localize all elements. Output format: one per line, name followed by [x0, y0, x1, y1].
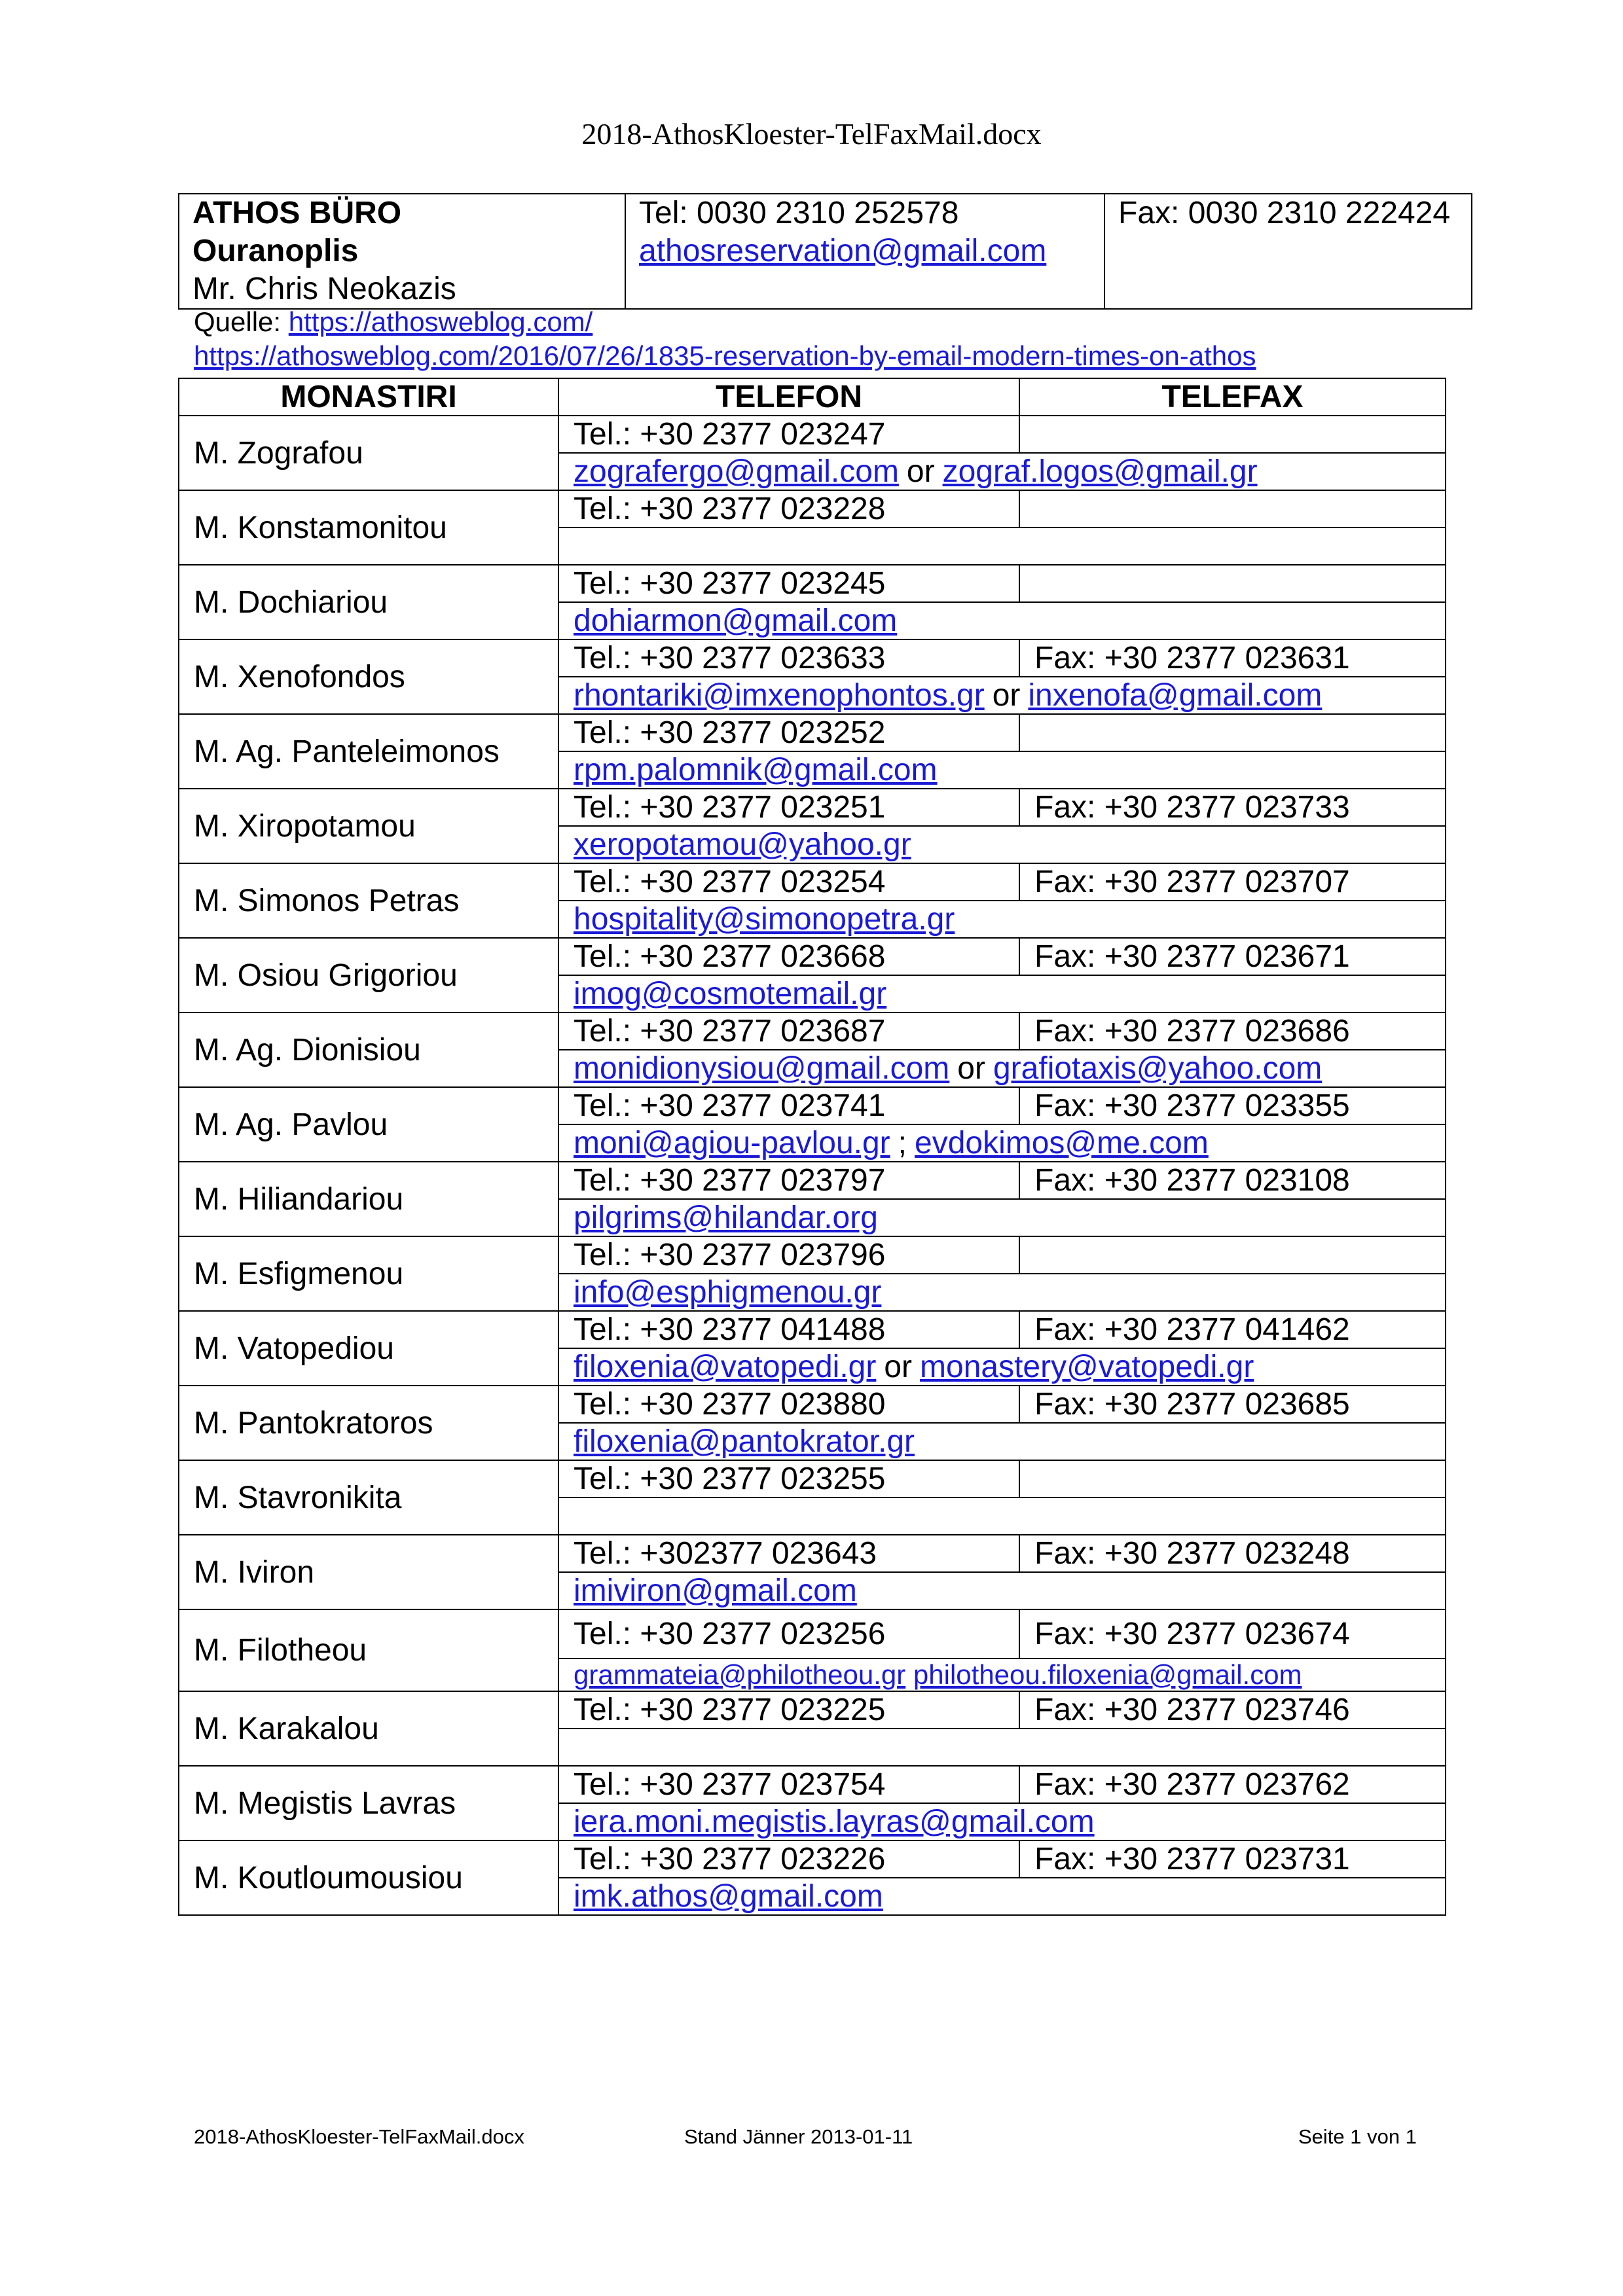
table-row — [179, 490, 1446, 528]
email-link-secondary[interactable]: philotheou.filoxenia@gmail.com — [913, 1659, 1302, 1690]
fax-cell — [1019, 565, 1446, 602]
email-link-primary[interactable]: moni@agiou-pavlou.gr — [574, 1126, 890, 1160]
email-separator: or — [884, 1350, 913, 1384]
email-link-secondary[interactable]: inxenofa@gmail.com — [1028, 678, 1322, 713]
monastery-name: M. Karakalou — [179, 1691, 558, 1766]
table-row — [179, 863, 1446, 901]
email-link-primary[interactable]: monidionysiou@gmail.com — [574, 1051, 950, 1086]
telephone-cell: Tel.: +30 2377 023225 — [558, 1691, 1019, 1729]
email-cell — [558, 1498, 1446, 1535]
office-name: ATHOS BÜRO — [192, 196, 402, 230]
email-cell — [558, 528, 1446, 565]
email-link-primary[interactable]: filoxenia@pantokrator.gr — [574, 1424, 915, 1459]
table-row — [179, 1609, 1446, 1659]
office-contact-table — [178, 193, 1472, 310]
telephone-cell: Tel.: +30 2377 023255 — [558, 1460, 1019, 1498]
table-row — [179, 1386, 1446, 1423]
office-info-cell — [179, 194, 625, 309]
document-header: 2018-AthosKloester-TelFaxMail.docx — [581, 117, 1042, 151]
table-row — [179, 565, 1446, 602]
monastery-name: M. Filotheou — [179, 1609, 558, 1691]
fax-cell: Fax: +30 2377 023685 — [1019, 1386, 1446, 1423]
monastery-name: M. Pantokratoros — [179, 1386, 558, 1460]
monastery-table — [178, 378, 1446, 1916]
monastery-name: M. Xiropotamou — [179, 789, 558, 863]
email-cell — [558, 1274, 1446, 1311]
fax-cell: Fax: +30 2377 023355 — [1019, 1087, 1446, 1124]
monastery-name: M. Xenofondos — [179, 639, 558, 714]
fax-cell: Fax: +30 2377 023248 — [1019, 1535, 1446, 1572]
telephone-cell: Tel.: +302377 023643 — [558, 1535, 1019, 1572]
telephone-cell: Tel.: +30 2377 041488 — [558, 1311, 1019, 1348]
telephone-cell: Tel.: +30 2377 023687 — [558, 1013, 1019, 1050]
telephone-cell: Tel.: +30 2377 023228 — [558, 490, 1019, 528]
telephone-cell: Tel.: +30 2377 023633 — [558, 639, 1019, 677]
table-row — [179, 416, 1446, 453]
table-row — [179, 1535, 1446, 1572]
telephone-cell: Tel.: +30 2377 023251 — [558, 789, 1019, 826]
telephone-cell: Tel.: +30 2377 023741 — [558, 1087, 1019, 1124]
table-row — [179, 789, 1446, 826]
fax-cell: Fax: +30 2377 023674 — [1019, 1609, 1446, 1659]
fax-cell — [1019, 1236, 1446, 1274]
email-link-primary[interactable]: rpm.palomnik@gmail.com — [574, 753, 938, 787]
telephone-cell: Tel.: +30 2377 023252 — [558, 714, 1019, 751]
fax-cell: Fax: +30 2377 041462 — [1019, 1311, 1446, 1348]
email-link-primary[interactable]: imog@cosmotemail.gr — [574, 977, 887, 1011]
monastery-name: M. Zografou — [179, 416, 558, 490]
email-link-secondary[interactable]: grafiotaxis@yahoo.com — [993, 1051, 1322, 1086]
email-link-primary[interactable]: imiviron@gmail.com — [574, 1573, 857, 1608]
email-link-secondary[interactable]: evdokimos@me.com — [915, 1126, 1209, 1160]
column-header-telefax: TELEFAX — [1019, 378, 1446, 416]
fax-cell: Fax: +30 2377 023671 — [1019, 938, 1446, 975]
fax-cell: Fax: +30 2377 023731 — [1019, 1840, 1446, 1878]
monastery-name: M. Osiou Grigoriou — [179, 938, 558, 1013]
fax-cell: Fax: +30 2377 023631 — [1019, 639, 1446, 677]
email-separator: ; — [898, 1126, 907, 1160]
monastery-name: M. Ag. Pavlou — [179, 1087, 558, 1162]
table-row — [179, 1840, 1446, 1878]
email-cell — [558, 901, 1446, 938]
telephone-cell: Tel.: +30 2377 023254 — [558, 863, 1019, 901]
table-row — [179, 1013, 1446, 1050]
email-cell — [558, 751, 1446, 789]
email-link-primary[interactable]: pilgrims@hilandar.org — [574, 1200, 878, 1235]
fax-cell: Fax: +30 2377 023746 — [1019, 1691, 1446, 1729]
email-link-primary[interactable]: rhontariki@imxenophontos.gr — [574, 678, 985, 713]
email-cell — [558, 826, 1446, 863]
email-cell — [558, 1348, 1446, 1386]
monastery-name: M. Megistis Lavras — [179, 1766, 558, 1840]
office-tel: Tel: 0030 2310 252578 — [639, 196, 959, 230]
fax-cell — [1019, 1460, 1446, 1498]
source-label: Quelle: — [194, 306, 282, 337]
email-link-primary[interactable]: dohiarmon@gmail.com — [574, 603, 898, 638]
email-link-primary[interactable]: xeropotamou@yahoo.gr — [574, 827, 911, 862]
table-row — [179, 1460, 1446, 1498]
email-cell — [558, 1050, 1446, 1087]
fax-cell: Fax: +30 2377 023733 — [1019, 789, 1446, 826]
email-separator: or — [957, 1051, 985, 1086]
fax-cell: Fax: +30 2377 023707 — [1019, 863, 1446, 901]
email-link-primary[interactable]: grammateia@philotheou.gr — [574, 1659, 906, 1690]
telephone-cell: Tel.: +30 2377 023754 — [558, 1766, 1019, 1803]
office-tel-cell — [625, 194, 1104, 309]
telephone-cell: Tel.: +30 2377 023796 — [558, 1236, 1019, 1274]
fax-cell — [1019, 490, 1446, 528]
footer-filename: 2018-AthosKloester-TelFaxMail.docx — [194, 2125, 524, 2148]
table-header-row — [179, 378, 1446, 416]
monastery-name: M. Simonos Petras — [179, 863, 558, 938]
email-cell — [558, 602, 1446, 639]
office-location: Ouranoplis — [192, 234, 359, 268]
table-row — [179, 1311, 1446, 1348]
telephone-cell: Tel.: +30 2377 023256 — [558, 1609, 1019, 1659]
column-header-monastiri: MONASTIRI — [179, 378, 558, 416]
fax-cell: Fax: +30 2377 023108 — [1019, 1162, 1446, 1199]
email-link-secondary[interactable]: monastery@vatopedi.gr — [920, 1350, 1254, 1384]
email-cell — [558, 1729, 1446, 1766]
telephone-cell: Tel.: +30 2377 023245 — [558, 565, 1019, 602]
email-link-secondary[interactable]: zograf.logos@gmail.gr — [942, 454, 1258, 489]
email-link-primary[interactable]: info@esphigmenou.gr — [574, 1275, 882, 1310]
fax-cell — [1019, 714, 1446, 751]
footer-stand: Stand Jänner 2013-01-11 — [684, 2125, 913, 2148]
source-block — [194, 305, 1256, 373]
monastery-name: M. Ag. Dionisiou — [179, 1013, 558, 1087]
table-row — [179, 1162, 1446, 1199]
footer-page-number: Seite 1 von 1 — [1298, 2125, 1417, 2148]
monastery-name: M. Vatopediou — [179, 1311, 558, 1386]
fax-cell — [1019, 416, 1446, 453]
fax-cell: Fax: +30 2377 023762 — [1019, 1766, 1446, 1803]
email-separator: or — [906, 454, 935, 489]
email-separator: or — [992, 678, 1021, 713]
monastery-name: M. Koutloumousiou — [179, 1840, 558, 1915]
source-link-2[interactable]: https://athosweblog.com/2016/07/26/1835-reservation-by-email-modern-times-on-athos — [194, 340, 1256, 371]
email-cell — [558, 453, 1446, 490]
email-link-primary[interactable]: hospitality@simonopetra.gr — [574, 902, 955, 937]
email-cell — [558, 975, 1446, 1013]
telephone-cell: Tel.: +30 2377 023797 — [558, 1162, 1019, 1199]
monastery-name: M. Stavronikita — [179, 1460, 558, 1535]
telephone-cell: Tel.: +30 2377 023247 — [558, 416, 1019, 453]
source-link-1[interactable]: https://athosweblog.com/ — [288, 306, 593, 337]
email-link-primary[interactable]: imk.athos@gmail.com — [574, 1879, 883, 1914]
monastery-name: M. Ag. Panteleimonos — [179, 714, 558, 789]
table-row — [179, 639, 1446, 677]
email-cell — [558, 1659, 1446, 1691]
monastery-table-body — [179, 416, 1446, 1915]
column-header-telefon: TELEFON — [558, 378, 1019, 416]
email-cell — [558, 1124, 1446, 1162]
email-cell — [558, 677, 1446, 714]
office-email-link[interactable]: athosreservation@gmail.com — [639, 234, 1047, 268]
monastery-name: M. Iviron — [179, 1535, 558, 1609]
telephone-cell: Tel.: +30 2377 023226 — [558, 1840, 1019, 1878]
email-cell — [558, 1423, 1446, 1460]
table-row — [179, 1236, 1446, 1274]
table-row — [179, 1691, 1446, 1729]
email-link-primary[interactable]: filoxenia@vatopedi.gr — [574, 1350, 877, 1384]
telephone-cell: Tel.: +30 2377 023668 — [558, 938, 1019, 975]
telephone-cell: Tel.: +30 2377 023880 — [558, 1386, 1019, 1423]
email-link-primary[interactable]: zografergo@gmail.com — [574, 454, 899, 489]
email-cell — [558, 1878, 1446, 1915]
monastery-name: M. Dochiariou — [179, 565, 558, 639]
table-row — [179, 938, 1446, 975]
email-link-primary[interactable]: iera.moni.megistis.layras@gmail.com — [574, 1804, 1095, 1839]
email-cell — [558, 1572, 1446, 1609]
table-row — [179, 1766, 1446, 1803]
email-cell — [558, 1199, 1446, 1236]
table-row — [179, 1087, 1446, 1124]
office-fax-cell — [1104, 194, 1472, 309]
office-contact-person: Mr. Chris Neokazis — [192, 272, 456, 306]
monastery-name: M. Esfigmenou — [179, 1236, 558, 1311]
table-row — [179, 714, 1446, 751]
monastery-name: M. Konstamonitou — [179, 490, 558, 565]
fax-cell: Fax: +30 2377 023686 — [1019, 1013, 1446, 1050]
monastery-name: M. Hiliandariou — [179, 1162, 558, 1236]
email-cell — [558, 1803, 1446, 1840]
office-fax: Fax: 0030 2310 222424 — [1118, 196, 1451, 230]
